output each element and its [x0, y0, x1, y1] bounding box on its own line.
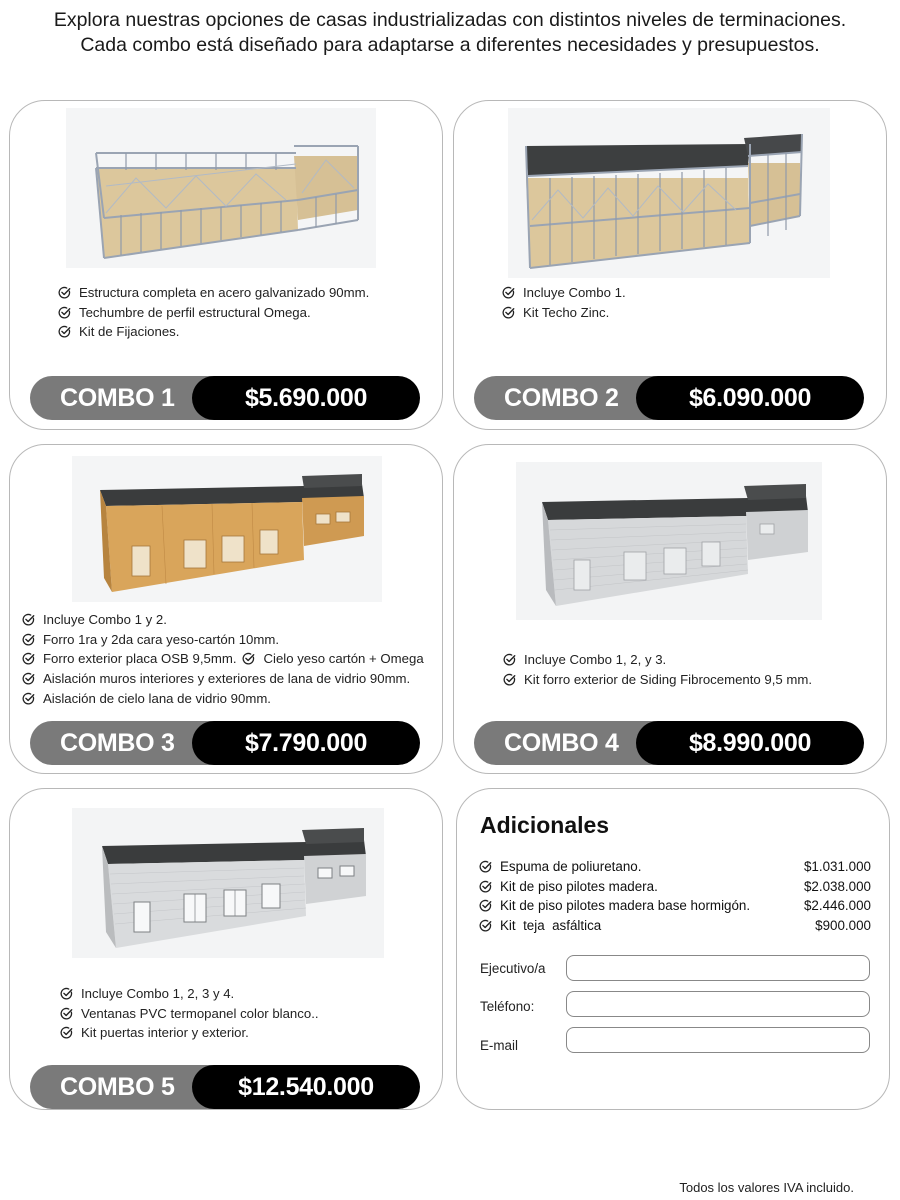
check-circle-icon	[479, 880, 492, 893]
combo-1-render	[66, 108, 376, 268]
telefono-label: Teléfono:	[480, 999, 535, 1014]
intro-line-1: Explora nuestras opciones de casas industrializadas con distintos niveles de terminaciones.	[53, 9, 847, 31]
combo-3-price-tag	[30, 721, 420, 765]
email-field[interactable]	[566, 1027, 870, 1053]
check-circle-icon	[502, 286, 515, 299]
combo-2-feature: Incluye Combo 1.	[502, 283, 626, 303]
combo-2-render	[508, 108, 830, 278]
check-circle-icon	[22, 652, 35, 665]
check-circle-icon	[22, 633, 35, 646]
check-circle-icon	[60, 1026, 73, 1039]
combo-3-feature: Forro exterior placa OSB 9,5mm. Cielo yeso cartón + Omega	[22, 649, 424, 669]
combo-5-name: COMBO 5	[60, 1073, 175, 1101]
adicional-price: $2.038.000	[803, 878, 871, 894]
combo-5-feature: Incluye Combo 1, 2, 3 y 4.	[60, 984, 319, 1004]
combo-5-feature: Kit puertas interior y exterior.	[60, 1023, 319, 1043]
adicional-price: $1.031.000	[803, 859, 871, 875]
combo-1-feature: Estructura completa en acero galvanizado 90mm.	[58, 283, 369, 303]
check-circle-icon	[60, 1007, 73, 1020]
check-circle-icon	[22, 692, 35, 705]
combo-3-feature: Incluye Combo 1 y 2.	[22, 610, 424, 630]
adicionales-list	[479, 857, 871, 935]
combo-3-feature: Forro 1ra y 2da cara yeso-cartón 10mm.	[22, 630, 424, 650]
combo-3-name: COMBO 3	[60, 729, 175, 757]
combo-3-feature: Aislación muros interiores y exteriores de lana de vidrio 90mm.	[22, 669, 424, 689]
intro-text	[0, 8, 900, 58]
ejecutivo-label: Ejecutivo/a	[480, 961, 546, 976]
combo-5-render	[72, 808, 384, 958]
adicional-item	[479, 896, 871, 916]
check-circle-icon	[22, 672, 35, 685]
combo-3-feature-inline: Cielo yeso cartón + Omega	[242, 651, 423, 666]
combo-2-price-tag	[474, 376, 864, 420]
combo-4-price: $8.990.000	[636, 721, 864, 765]
email-label: E-mail	[480, 1038, 518, 1053]
combo-4-feature: Kit forro exterior de Siding Fibrocemento 9,5 mm.	[503, 670, 812, 690]
check-circle-icon	[479, 860, 492, 873]
combo-5-price: $12.540.000	[192, 1065, 420, 1109]
combo-5-price-tag	[30, 1065, 420, 1109]
check-circle-icon	[58, 306, 71, 319]
combo-1-price: $5.690.000	[192, 376, 420, 420]
intro-line-2: Cada combo está diseñado para adaptarse a diferentes necesidades y presupuestos.	[80, 34, 820, 56]
combo-1-feature: Techumbre de perfil estructural Omega.	[58, 303, 369, 323]
combo-5-features	[60, 984, 319, 1043]
check-circle-icon	[60, 987, 73, 1000]
check-circle-icon	[58, 286, 71, 299]
combo-3-render	[72, 456, 382, 602]
combo-1-feature: Kit de Fijaciones.	[58, 322, 369, 342]
combo-1-name: COMBO 1	[60, 384, 175, 412]
combo-2-price: $6.090.000	[636, 376, 864, 420]
combo-3-price: $7.790.000	[192, 721, 420, 765]
combo-1-price-tag	[30, 376, 420, 420]
adicional-label: Kit teja asfáltica	[500, 917, 602, 933]
iva-footnote: Todos los valores IVA incluido.	[679, 1180, 854, 1195]
adicional-label: Kit de piso pilotes madera.	[500, 878, 658, 894]
adicional-item	[479, 916, 871, 936]
adicional-item	[479, 857, 871, 877]
check-circle-icon	[479, 899, 492, 912]
adicional-price: $2.446.000	[803, 898, 871, 914]
combo-2-name: COMBO 2	[504, 384, 619, 412]
combo-3-feature: Aislación de cielo lana de vidrio 90mm.	[22, 688, 424, 708]
check-circle-icon	[503, 673, 516, 686]
check-circle-icon	[479, 919, 492, 932]
combo-4-render	[516, 462, 822, 620]
adicional-price: $900.000	[815, 917, 871, 933]
combo-4-name: COMBO 4	[504, 729, 619, 757]
combo-4-features	[503, 650, 812, 689]
combo-2-features	[502, 283, 626, 322]
adicional-item	[479, 877, 871, 897]
combo-4-feature: Incluye Combo 1, 2, y 3.	[503, 650, 812, 670]
check-circle-icon	[58, 325, 71, 338]
adicional-label: Kit de piso pilotes madera base hormigón.	[500, 898, 751, 914]
combo-3-features	[22, 610, 424, 708]
combo-2-feature: Kit Techo Zinc.	[502, 303, 626, 323]
adicionales-title: Adicionales	[480, 812, 610, 838]
check-circle-icon	[242, 652, 255, 665]
check-circle-icon	[22, 613, 35, 626]
telefono-field[interactable]	[566, 991, 870, 1017]
combo-5-feature: Ventanas PVC termopanel color blanco..	[60, 1004, 319, 1024]
check-circle-icon	[503, 653, 516, 666]
combo-1-features	[58, 283, 369, 342]
combo-4-price-tag	[474, 721, 864, 765]
check-circle-icon	[502, 306, 515, 319]
adicional-label: Espuma de poliuretano.	[500, 859, 642, 875]
ejecutivo-field[interactable]	[566, 955, 870, 981]
